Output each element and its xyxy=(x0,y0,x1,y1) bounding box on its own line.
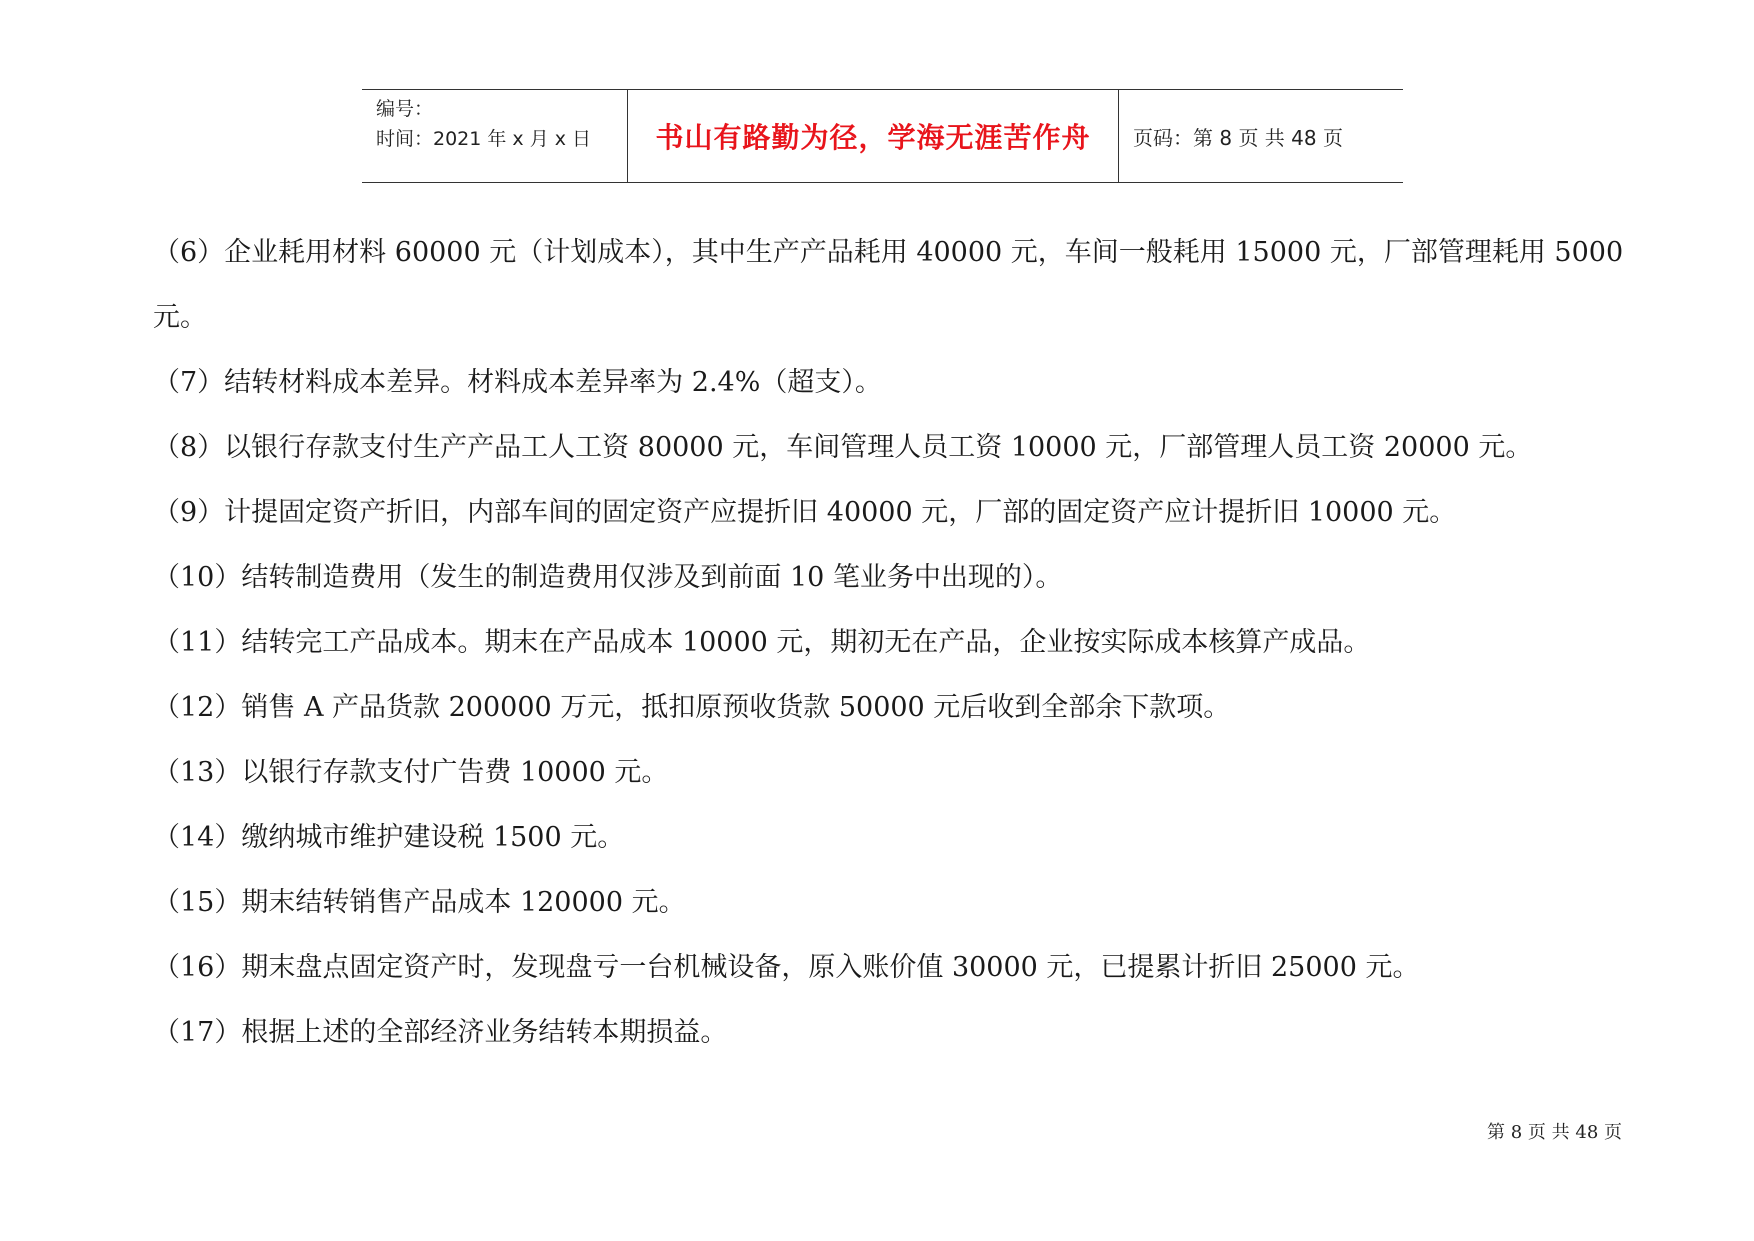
paragraph-item-16: （16）期末盘点固定资产时，发现盘亏一台机械设备，原入账价值 30000 元，已提累计折旧 25000 元。 xyxy=(153,952,1420,983)
document-date: 时间：2021 年 x 月 x 日 xyxy=(376,128,592,150)
paragraph-item-6: （6）企业耗用材料 60000 元（计划成本），其中生产产品耗用 40000 元，车间一般耗用 15000 元，厂部管理耗用 5000 xyxy=(153,237,1624,268)
paragraph-item-8: （8）以银行存款支付生产产品工人工资 80000 元，车间管理人员工资 10000 元，厂部管理人员工资 20000 元。 xyxy=(153,432,1533,463)
page-header xyxy=(362,89,1403,183)
paragraph-item-11: （11）结转完工产品成本。期末在产品成本 10000 元，期初无在产品，企业按实际成本核算产成品。 xyxy=(153,627,1371,658)
paragraph-item-14: （14）缴纳城市维护建设税 1500 元。 xyxy=(153,822,625,853)
paragraph-item-7: （7）结转材料成本差异。材料成本差异率为 2.4%（超支）。 xyxy=(153,367,882,398)
header-page-info: 页码：第 8 页 共 48 页 xyxy=(1133,125,1343,150)
document-number-label: 编号： xyxy=(376,98,434,120)
paragraph-item-12: （12）销售 A 产品货款 200000 万元，抵扣原预收货款 50000 元后收到全部余下款项。 xyxy=(153,692,1231,723)
paragraph-item-15: （15）期末结转销售产品成本 120000 元。 xyxy=(153,887,686,918)
header-meta xyxy=(362,90,628,182)
header-motto: 书山有路勤为径，学海无涯苦作舟 xyxy=(628,90,1119,182)
page-footer: 第 8 页 共 48 页 xyxy=(1487,1122,1622,1143)
paragraph-item-9: （9）计提固定资产折旧，内部车间的固定资产应提折旧 40000 元，厂部的固定资产应计提折旧 10000 元。 xyxy=(153,497,1457,528)
paragraph-item-13: （13）以银行存款支付广告费 10000 元。 xyxy=(153,757,669,788)
paragraph-item-6-continued: 元。 xyxy=(153,302,207,333)
paragraph-item-17: （17）根据上述的全部经济业务结转本期损益。 xyxy=(153,1017,728,1048)
paragraph-item-10: （10）结转制造费用（发生的制造费用仅涉及到前面 10 笔业务中出现的）。 xyxy=(153,562,1063,593)
document-body xyxy=(153,220,1623,1065)
